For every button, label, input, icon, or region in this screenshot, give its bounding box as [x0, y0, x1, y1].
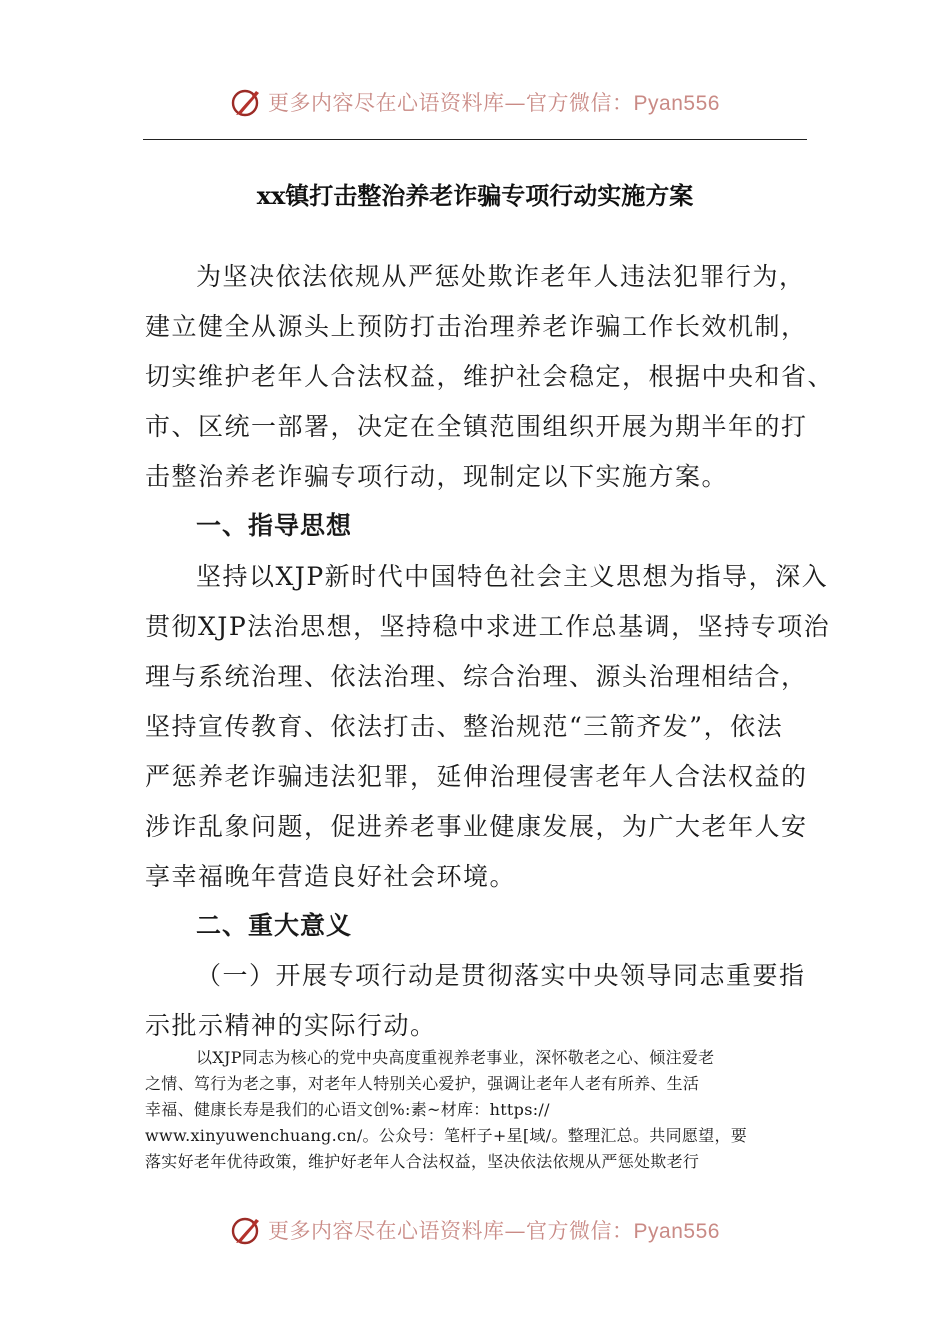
small-line-3: 幸福、健康长寿是我们的心语文创%:素~材库：https:// — [145, 1100, 550, 1119]
body-line-10: 坚持宣传教育、依法打击、整治规范“三箭齐发”，依法 — [145, 712, 784, 741]
body-line-12: 涉诈乱象问题，促进养老事业健康发展，为广大老年人安 — [145, 812, 808, 841]
body-line-4: 市、区统一部署，决定在全镇范围组织开展为期半年的打 — [145, 412, 808, 441]
body-line-8: 贯彻XJP法治思想，坚持稳中求进工作总基调，坚持专项治 — [145, 612, 831, 641]
banner-text-cn: 更多内容尽在心语资料库—官方微信： — [268, 91, 634, 115]
small-line-2: 之情、笃行为老之事，对老年人特别关心爱护，强调让老年人老有所养、生活 — [145, 1074, 700, 1093]
quill-pen-circle-icon — [230, 86, 262, 118]
small-line-4: www.xinyuwenchuang.cn/。公众号：笔杆子+星[域/。整理汇总。共同愿望，要 — [145, 1126, 748, 1145]
banner-text — [268, 1215, 720, 1245]
header-banner — [0, 82, 950, 122]
banner-wechat-id: Pyan556 — [633, 92, 720, 115]
body-line-13: 享幸福晚年营造良好社会环境。 — [145, 862, 517, 891]
body-line-1: 为坚决依法依规从严惩处欺诈老年人违法犯罪行为， — [196, 262, 806, 291]
small-line-5: 落实好老年优待政策，维护好老年人合法权益，坚决依法依规从严惩处欺老行 — [145, 1152, 700, 1171]
subsection-heading-1-cont: 示批示精神的实际行动。 — [145, 1011, 437, 1040]
body-line-7: 坚持以XJP新时代中国特色社会主义思想为指导，深入 — [196, 562, 829, 591]
banner-wechat-id: Pyan556 — [633, 1220, 720, 1243]
body-line-3: 切实维护老年人合法权益，维护社会稳定，根据中央和省、 — [145, 362, 835, 391]
banner-text-cn: 更多内容尽在心语资料库—官方微信： — [268, 1219, 634, 1243]
banner-text — [268, 87, 720, 117]
body-line-2: 建立健全从源头上预防打击治理养老诈骗工作长效机制， — [145, 312, 808, 341]
body-line-11: 严惩养老诈骗违法犯罪，延伸治理侵害老年人合法权益的 — [145, 762, 808, 791]
body-line-5: 击整治养老诈骗专项行动，现制定以下实施方案。 — [145, 462, 729, 491]
subsection-heading-1: （一）开展专项行动是贯彻落实中央领导同志重要指 — [196, 961, 806, 990]
section-heading-2: 二、重大意义 — [196, 911, 353, 940]
footer-banner — [0, 1210, 950, 1250]
header-divider — [143, 139, 807, 140]
body-line-9: 理与系统治理、依法治理、综合治理、源头治理相结合， — [145, 662, 808, 691]
section-heading-1: 一、指导思想 — [196, 511, 353, 540]
quill-pen-circle-icon — [230, 1214, 262, 1246]
small-line-1: 以XJP同志为核心的党中央高度重视养老事业，深怀敬老之心、倾注爱老 — [196, 1048, 715, 1067]
document-title: xx镇打击整治养老诈骗专项行动实施方案 — [256, 181, 694, 210]
